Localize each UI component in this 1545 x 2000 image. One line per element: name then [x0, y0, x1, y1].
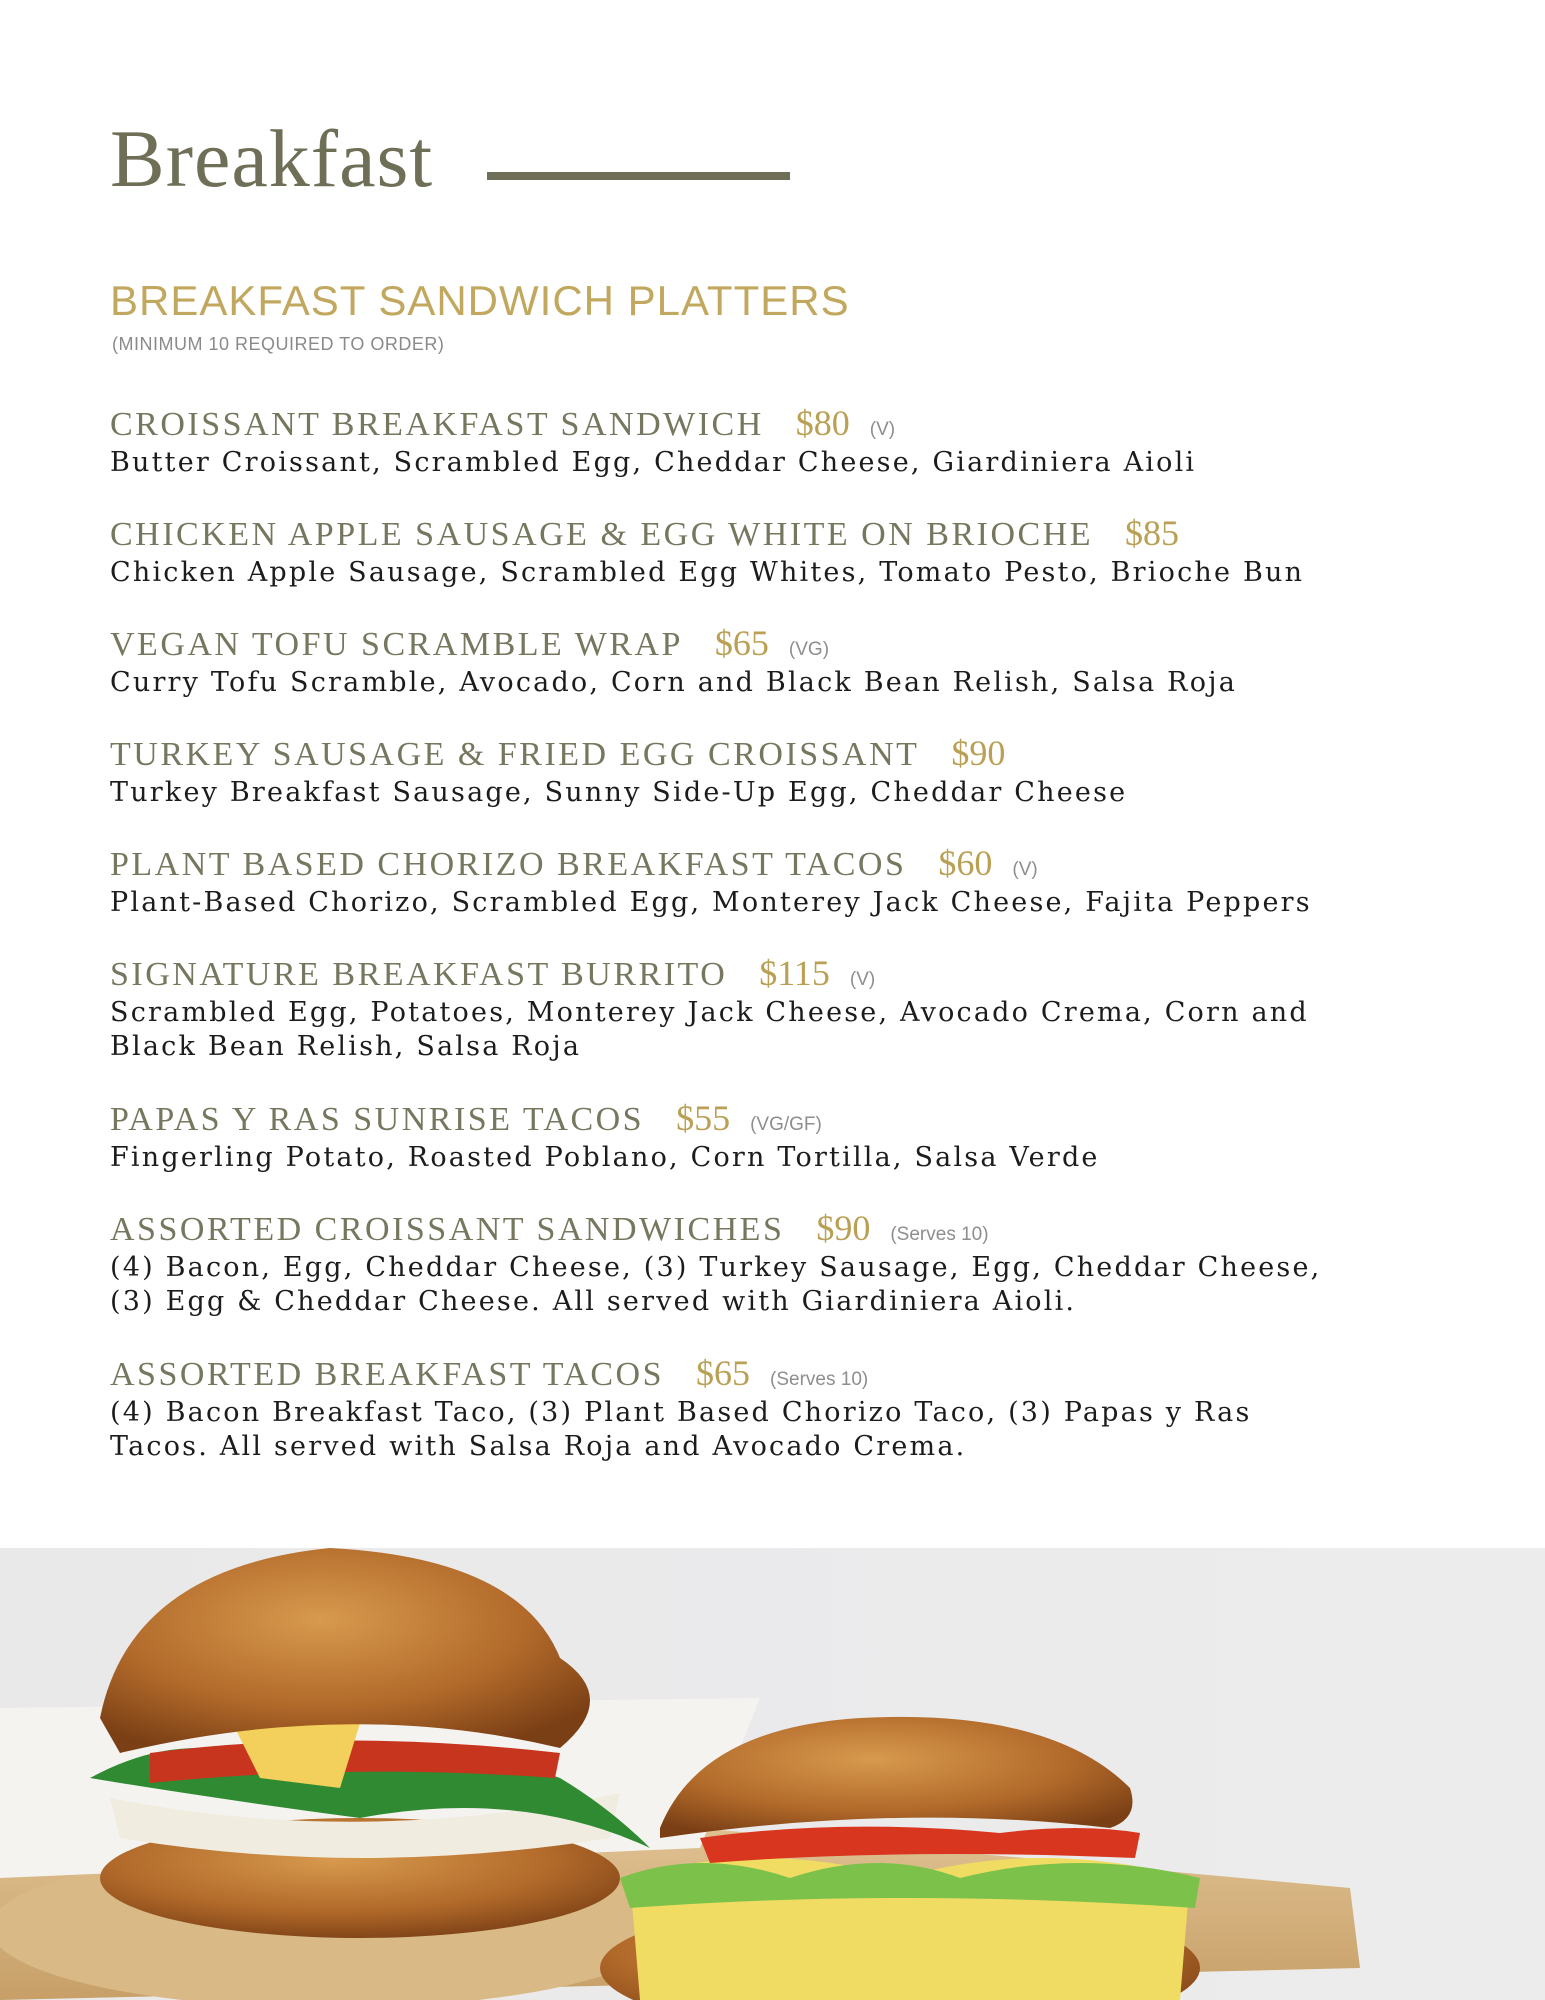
section-title: BREAKFAST SANDWICH PLATTERS — [110, 277, 850, 324]
item-description: Scrambled Egg, Potatoes, Monterey Jack Cheese, Avocado Crema, Corn and Black Bean Relish, Salsa Roja — [110, 997, 1309, 1062]
item-price: $65 — [696, 1353, 751, 1393]
item-price: $90 — [951, 733, 1006, 773]
item-dietary-tag: (VG/GF) — [750, 1114, 822, 1135]
menu-item — [110, 732, 1410, 842]
item-dietary-tag: (V) — [869, 419, 896, 440]
item-description: Fingerling Potato, Roasted Poblano, Corn Tortilla, Salsa Verde — [110, 1142, 1100, 1173]
item-price: $65 — [714, 623, 769, 663]
item-name: ASSORTED CROISSANT SANDWICHES — [110, 1211, 785, 1248]
item-price: $80 — [795, 403, 850, 443]
item-description: (4) Bacon Breakfast Taco, (3) Plant Based Chorizo Taco, (3) Papas y Ras Tacos. All served with Salsa Roja and Avocado Crema. — [110, 1397, 1252, 1462]
item-price: $115 — [759, 953, 830, 993]
page-title: Breakfast — [110, 113, 434, 204]
item-description: Turkey Breakfast Sausage, Sunny Side-Up Egg, Cheddar Cheese — [110, 777, 1128, 808]
item-name: PAPAS Y RAS SUNRISE TACOS — [110, 1101, 645, 1138]
item-dietary-tag: (Serves 10) — [890, 1224, 989, 1245]
menu-item — [110, 622, 1410, 732]
item-description: (4) Bacon, Egg, Cheddar Cheese, (3) Turkey Sausage, Egg, Cheddar Cheese, (3) Egg & Cheddar Cheese. All served with Giardiniera Aioli. — [110, 1252, 1322, 1317]
item-name: CROISSANT BREAKFAST SANDWICH — [110, 406, 764, 443]
item-name: ASSORTED BREAKFAST TACOS — [110, 1356, 665, 1393]
title-rule-divider — [487, 172, 790, 180]
item-name: CHICKEN APPLE SAUSAGE & EGG WHITE ON BRIOCHE — [110, 516, 1093, 553]
item-description: Curry Tofu Scramble, Avocado, Corn and Black Bean Relish, Salsa Roja — [110, 667, 1238, 698]
menu-item — [110, 1207, 1410, 1352]
item-name: PLANT BASED CHORIZO BREAKFAST TACOS — [110, 846, 907, 883]
item-price: $85 — [1125, 513, 1179, 553]
croissant-sandwich-photo — [0, 1548, 1545, 2000]
item-description: Plant-Based Chorizo, Scrambled Egg, Monterey Jack Cheese, Fajita Peppers — [110, 887, 1312, 918]
item-price: $55 — [676, 1098, 731, 1138]
menu-item — [110, 952, 1410, 1097]
item-description: Butter Croissant, Scrambled Egg, Cheddar Cheese, Giardiniera Aioli — [110, 447, 1197, 478]
item-price: $90 — [816, 1208, 871, 1248]
menu-item — [110, 1097, 1410, 1207]
menu-item — [110, 1352, 1410, 1497]
item-dietary-tag: (Serves 10) — [770, 1369, 869, 1390]
menu-item — [110, 512, 1410, 622]
menu-item — [110, 402, 1410, 512]
item-dietary-tag: (V) — [1012, 859, 1038, 880]
item-name: VEGAN TOFU SCRAMBLE WRAP — [110, 626, 683, 663]
item-name: SIGNATURE BREAKFAST BURRITO — [110, 956, 728, 993]
item-price: $60 — [938, 843, 993, 883]
section-note: (MINIMUM 10 REQUIRED TO ORDER) — [112, 334, 445, 354]
item-dietary-tag: (VG) — [788, 639, 830, 660]
item-dietary-tag: (V) — [849, 969, 876, 990]
menu-list — [110, 402, 1410, 1497]
menu-item — [110, 842, 1410, 952]
item-description: Chicken Apple Sausage, Scrambled Egg Whites, Tomato Pesto, Brioche Bun — [110, 557, 1305, 588]
item-name: TURKEY SAUSAGE & FRIED EGG CROISSANT — [110, 736, 920, 773]
